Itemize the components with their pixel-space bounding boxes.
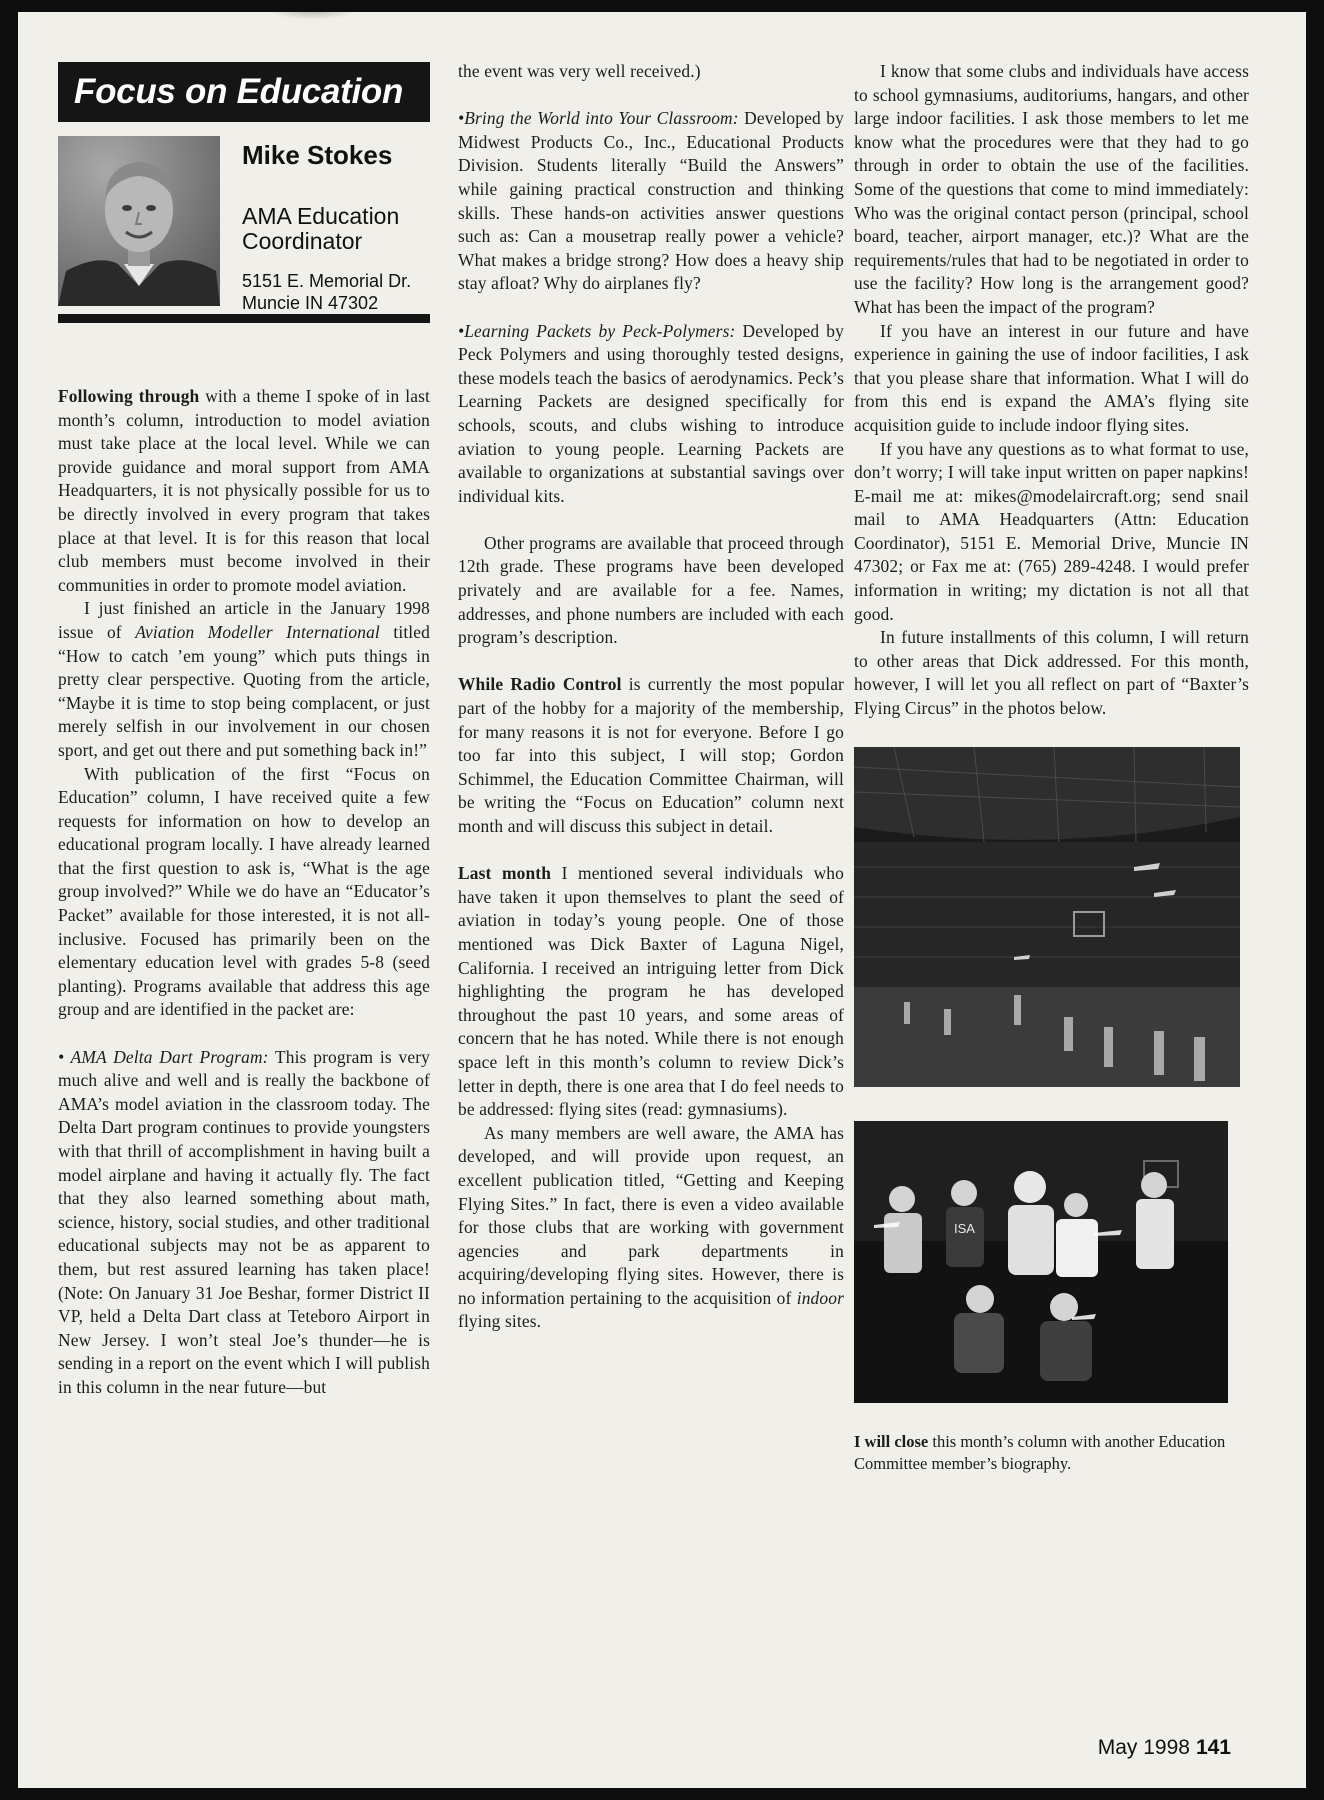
- paragraph-text: As many members are well aware, the AMA has developed, and will provide upon request, an excellent publication titled, “Getting and Keeping Flying Sites.” In fact, there is even a video available for those clubs that are working with government agencies and park departments in acquiring/developing flying sites. However, there is no information pertaining to the acquisition of: [458, 1122, 844, 1308]
- column-1-text: [58, 385, 430, 1400]
- paragraph-text: Developed by Midwest Products Co., Inc., Educational Products Division. Students literally “Build the Answers” while gaining practical construction and thinking skills. These hands-on activities answer questions such as: Can a mousetrap really power a vehicle? What makes a bridge strong? How does a heavy ship stay afloat? Why do airplanes fly?: [458, 108, 844, 294]
- emphasis: indoor: [796, 1287, 844, 1308]
- caption-lead-in: I will close: [854, 1431, 929, 1451]
- author-title: AMA Education Coordinator: [242, 203, 400, 254]
- paragraph: [58, 763, 430, 1023]
- column-masthead: Focus on Education: [58, 62, 430, 122]
- paragraph: [854, 438, 1249, 627]
- issue-date: May 1998: [1097, 1736, 1190, 1759]
- photo-caption: [854, 1431, 1249, 1475]
- publication-title: Aviation Modeller International: [135, 621, 380, 642]
- paragraph-lead-in: Following through: [58, 386, 200, 406]
- paragraph-text: I know that some clubs and individuals have access to school gymnasiums, auditoriums, hangars, and other large indoor facilities. I ask those members to let me know what the procedures were that they had to go through in order to obtain the use of the facilities. Some of the questions that come to mind immediately: Who was the original contact person (principal, school board, teacher, airport manager, etc.)? What are the requirements/rules that had to be negotiated in order to use the facility? How long is the arrangement good? What has been the impact of the program?: [854, 61, 1249, 317]
- paragraph: [458, 1122, 844, 1334]
- paragraph-text: Developed by Peck Polymers and using thoroughly tested designs, these models teach the basics of aerodynamics. Peck’s Learning Packets are designed specifically for schools, scouts, and clubs wishing to introduce aviation to young people. Learning Packets are available to organizations at substantial savings over individual kits.: [458, 320, 844, 506]
- program-title: •Bring the World into Your Classroom:: [458, 108, 739, 129]
- paragraph-text: I mentioned several individuals who have taken it upon themselves to plant the seed of aviation in today’s young people. One of those mentioned was Dick Baxter of Laguna Nigel, California. I received an intriguing letter from Dick highlighting the program he has developed throughout the past 10 years, and some areas of concern that he has noted. While there is not enough space left in this month’s column to review Dick’s letter in depth, there is one area that I do feel needs to be addressed: flying sites (read: gymnasiums).: [458, 863, 844, 1120]
- paragraph-text: is currently the most popular part of the hobby for a majority of the membership, for many reasons it is not for everyone. Before I go too far into this subject, I will stop; Gordon Schimmel, the Education Committee Chairman, will be writing the “Focus on Education” column next month and will discuss this subject in detail.: [458, 674, 844, 836]
- paragraph-text: titled “How to catch ’em young” which puts things in pretty clear perspective. Quoting from the article, “Maybe it is time to stop being complacent, or just merely selfish in our involvement in our chosen sport, and get out there and put something back in!”: [58, 621, 430, 760]
- program-title: •Learning Packets by Peck-Polymers:: [458, 320, 736, 341]
- shirt-lettering: ISA: [954, 1220, 975, 1236]
- paragraph: [58, 597, 430, 762]
- paragraph: [58, 1046, 430, 1400]
- page-footer: [1098, 1736, 1231, 1760]
- paragraph-text: the event was very well received.): [458, 61, 701, 81]
- caption-text: this month’s column with another Education Committee member’s biography.: [854, 1431, 1226, 1473]
- paragraph-lead-in: While Radio Control: [458, 674, 622, 695]
- author-address: [242, 270, 432, 314]
- author-block: [58, 136, 430, 314]
- paragraph-text: In future installments of this column, I will return to other areas that Dick addressed. For this month, however, I will let you all reflect on part of “Baxter’s Flying Circus” in the photos below.: [854, 627, 1249, 719]
- paragraph-text: With publication of the first “Focus on Education” column, I have received quite a few requests for information on how to develop an educational program locally. I have already learned that the first question to ask is, “What is the age group involved?” While we do have an “Educator’s Packet” available for those interested, it is not all-inclusive. Focused has primarily been on the elementary education level with grades 5-8 (seed planting). Programs available that address this age group and are identified in the packet are:: [58, 763, 430, 1020]
- paragraph-text: If you have any questions as to what format to use, don’t worry; I will take input written on paper napkins! E-mail me at: mikes@modelaircraft.org; send snail mail to AMA Headquarters (Attn: Education Coordinator), 5151 E. Memorial Drive, Muncie IN 47302; or Fax me at: (765) 289-4248. I would prefer information in writing; my dictation is not all that good.: [854, 438, 1249, 624]
- paragraph: [458, 862, 844, 1122]
- author-address-line-2: Muncie IN 47302: [242, 293, 379, 313]
- paragraph: [58, 385, 430, 597]
- paragraph-text: with a theme I spoke of in last month’s column, introduction to model aviation must take place at the local level. While we can provide guidance and moral support from AMA Headquarters, it is not physically possible for us to be directly involved in every program that takes place at that level. It is for this reason that local club members must become involved in their communities in order to promote model aviation.: [58, 386, 430, 595]
- author-name: Mike Stokes: [242, 140, 393, 170]
- paragraph: [854, 320, 1249, 438]
- paragraph-text: flying sites.: [458, 1311, 542, 1332]
- paragraph-text: Other programs are available that proceed through 12th grade. These programs have been developed privately and are available for a fee. Names, addresses, and phone numbers are included with each program’s description.: [458, 532, 844, 648]
- gymnasium-photo: [854, 747, 1240, 1087]
- header-rule: [58, 314, 430, 323]
- paragraph: [458, 532, 844, 650]
- program-title: • AMA Delta Dart Program:: [58, 1046, 269, 1067]
- paragraph-lead-in: Last month: [458, 863, 552, 884]
- author-address-line-1: 5151 E. Memorial Dr.: [242, 271, 412, 291]
- paragraph-text: If you have an interest in our future and have experience in gaining the use of indoor facilities, I ask that you please share that information. What I will do from this end is expand the AMA’s flying site acquisition guide to include indoor flying sites.: [854, 320, 1249, 435]
- paragraph-text: This program is very much alive and well and is really the backbone of AMA’s model aviation in the classroom today. The Delta Dart program continues to provide youngsters with that thrill of accomplishment in having built a model airplane and having it actually fly. The fact that they also learned something about math, science, history, social studies, and other traditional educational subjects may not be as apparent to them, but rest assured learning has taken place! (Note: On January 31 Joe Beshar, former District II VP, held a Delta Dart class at Teteboro Airport in New Jersey. I won’t steal Joe’s thunder—he is sending in a report on the event which I will publish in this column in the near future—but: [58, 1046, 430, 1397]
- column-3-text: [854, 60, 1249, 721]
- paragraph: [458, 320, 844, 509]
- paragraph: [458, 107, 844, 296]
- paragraph: [854, 60, 1249, 320]
- column-3: [854, 60, 1249, 1475]
- author-photo: [58, 136, 220, 306]
- column-2-text: [458, 60, 844, 1334]
- group-photo: [854, 1121, 1228, 1403]
- paragraph: [854, 626, 1249, 720]
- column-2: [458, 60, 844, 1334]
- paragraph: [458, 673, 844, 838]
- magazine-page: [18, 12, 1306, 1788]
- paragraph-text: I just finished an article in the January 1998 issue of: [58, 598, 430, 642]
- paragraph: [458, 60, 844, 84]
- page-number: 141: [1195, 1736, 1231, 1759]
- column-1: [58, 62, 430, 1400]
